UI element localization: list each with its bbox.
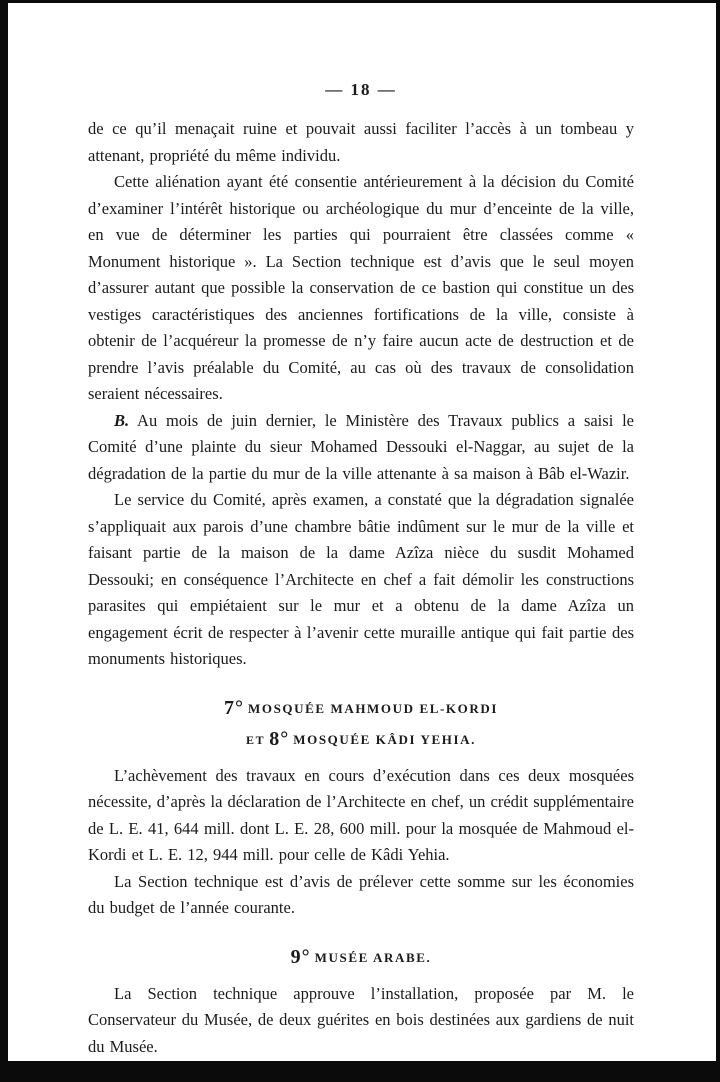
scan-edge-right xyxy=(716,0,720,1082)
section-heading-mosquees xyxy=(88,693,634,753)
paragraph: La Section technique approuve l’installation, proposée par M. le Conservateur du Musée, de deux guérites en bois destinées aux gardiens de nuit du Musée. xyxy=(88,983,634,1056)
scan-edge-left xyxy=(0,0,8,1082)
heading-line-2 xyxy=(88,724,634,753)
heading-text: MOSQUÉE MAHMOUD EL-KORDI xyxy=(247,700,498,716)
heading-number: 8° xyxy=(269,727,290,750)
heading-line-1 xyxy=(88,693,634,722)
heading-number: 9° xyxy=(290,945,311,968)
heading-number: 7° xyxy=(223,696,244,719)
paragraph: Cette aliénation ayant été consentie antérieurement à la décision du Comité d’examiner l’intérêt historique ou archéologique du mur d’enceinte de la ville, en vue de déterminer les parties qui pourraient être classées comme « Monument historique ». La Section technique est d’avis que le seul moyen d’assurer autant que possible la conservation de ce bastion qui constitue un des vestiges caractéristiques des anciennes fortifications de la ville, consiste à obtenir de l’acquéreur la promesse de n’y faire aucun acte de destruction et de prendre l’avis préalable du Comité, au cas où des travaux de consolidation seraient nécessaires. xyxy=(88,172,634,403)
paragraph: La Section technique est d’avis de prélever cette somme sur les économies du budget de l’année courante. xyxy=(88,871,634,917)
paragraph-text: Au mois de juin dernier, le Ministère des Travaux publics a saisi le Comité d’une plainte du sieur Mohamed Dessouki el-Naggar, au sujet de la dégradation de la partie du mur de la ville attenante à sa maison à Bâb el-Wazir. xyxy=(88,410,634,483)
heading-prefix: ET xyxy=(246,732,266,747)
paragraph xyxy=(88,408,634,488)
paragraph-lead-letter: B. xyxy=(114,410,130,430)
page-number: — 18 — xyxy=(325,80,397,99)
heading-line-1 xyxy=(88,942,634,971)
paragraph-continuation: de ce qu’il menaçait ruine et pouvait aussi faciliter l’accès à un tombeau y attenant, propriété du même individu. xyxy=(88,119,634,165)
heading-text: MOSQUÉE KÂDI YEHIA. xyxy=(293,731,476,747)
heading-text: MUSÉE ARABE. xyxy=(314,949,432,965)
scan-edge-top xyxy=(0,0,720,3)
paragraph: L’achèvement des travaux en cours d’exécution dans ces deux mosquées nécessite, d’après la déclaration de l’Architecte en chef, un crédit supplémentaire de L. E. 41, 644 mill. dont L. E. 28, 600 mill. pour la mosquée de Mahmoud el-Kordi et L. E. 12, 944 mill. pour celle de Kâdi Yehia. xyxy=(88,765,634,864)
paragraph: Le service du Comité, après examen, a constaté que la dégradation signalée s’appliquait aux parois d’une chambre bâtie indûment sur le mur de la ville et faisant partie de la maison de la dame Azîza nièce du susdit Mohamed Dessouki; en conséquence l’Architecte en chef a fait démolir les constructions parasites qui empiétaient sur le mur et a obtenu de la dame Azîza un engagement écrit de respecter à l’avenir cette muraille antique qui fait partie des monuments historiques. xyxy=(88,490,634,668)
section-heading-musee xyxy=(88,942,634,971)
scan-edge-bottom xyxy=(0,1061,720,1082)
